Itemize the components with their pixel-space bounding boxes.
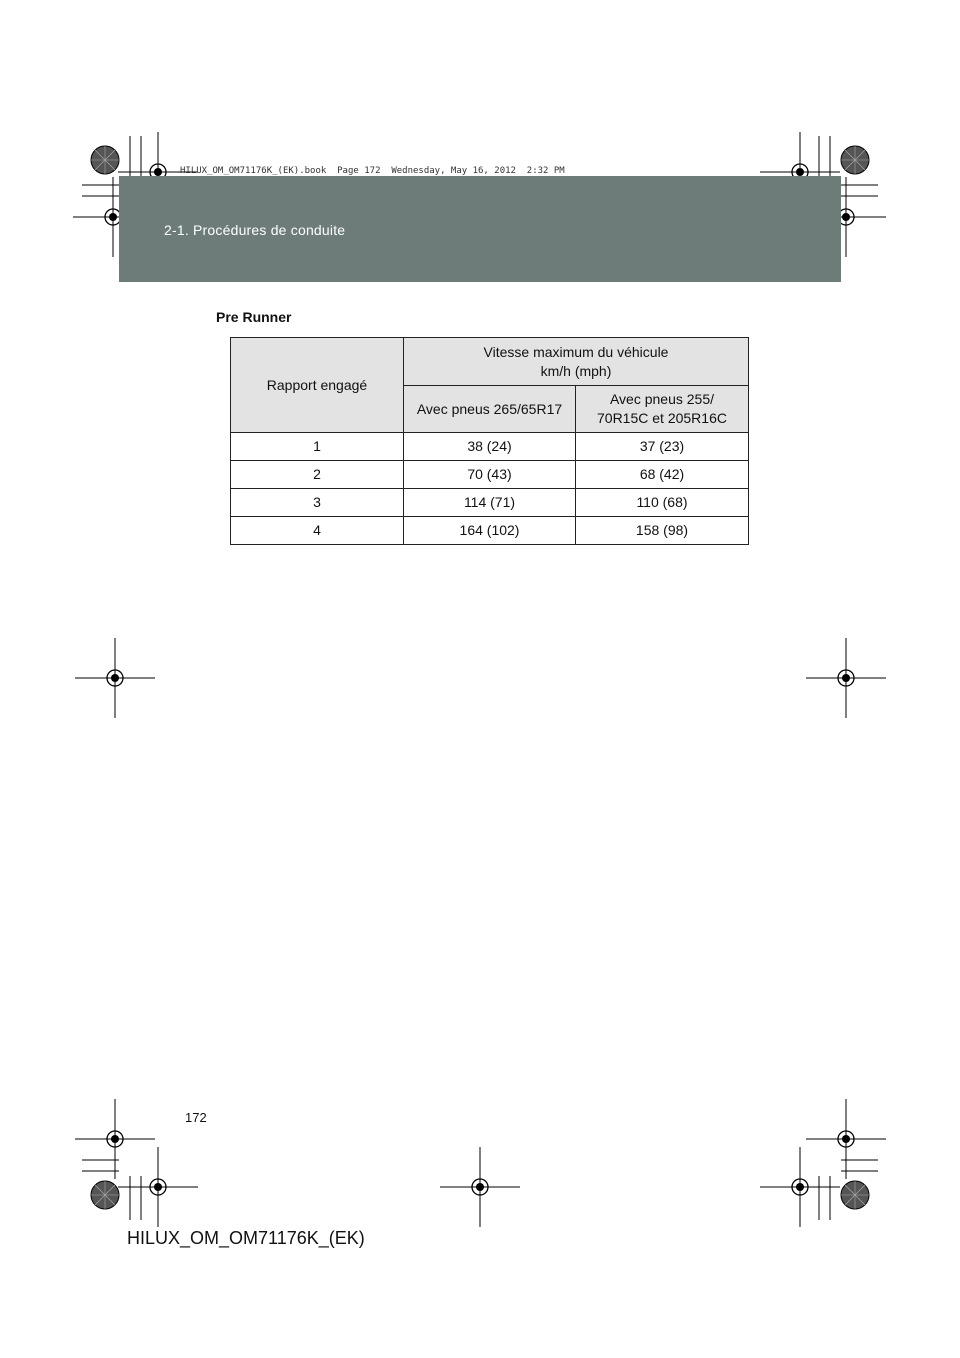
section-title: 2-1. Procédures de conduite [164,222,346,238]
group-header-unit: km/h (mph) [540,362,612,379]
wheel-mark-icon [91,1181,119,1209]
footer-code: HILUX_OM_OM71176K_(EK) [127,1228,365,1248]
speed-cell: 164 (102) [404,517,576,545]
gear-cell: 3 [231,489,404,517]
column-header-tyre-1: Avec pneus 265/65R17 [404,386,576,433]
registration-mark-icon [806,1099,886,1179]
gear-cell: 4 [231,517,404,545]
registration-mark-icon [806,638,886,718]
gear-cell: 1 [231,433,404,461]
wheel-mark-icon [841,146,869,174]
speed-cell: 110 (68) [576,489,749,517]
gear-cell: 2 [231,461,404,489]
column-group-header-speed [404,338,749,386]
speed-cell: 114 (71) [404,489,576,517]
tyre-2-line: Avec pneus 255/ [609,391,715,407]
registration-mark-icon [760,1147,840,1227]
speed-cell: 158 (98) [576,517,749,545]
page-number: 172 [185,1110,207,1125]
table-row [231,517,749,545]
speed-cell: 38 (24) [404,433,576,461]
tyre-2-line: 70R15C et 205R16C [597,410,727,426]
registration-mark-icon [75,638,155,718]
speed-cell: 68 (42) [576,461,749,489]
subsection-title: Pre Runner [216,309,292,325]
speed-cell: 70 (43) [404,461,576,489]
wheel-mark-icon [91,146,119,174]
book-stamp: HILUX_OM_OM71176K_(EK).book Page 172 Wednesday, May 16, 2012 2:32 PM [180,166,565,176]
table-row [231,433,749,461]
table-row [231,489,749,517]
registration-mark-icon [75,1099,155,1179]
wheel-mark-icon [841,1181,869,1209]
speed-table [230,337,749,545]
column-header-tyre-2 [576,386,749,433]
speed-cell: 37 (23) [576,433,749,461]
column-header-gear: Rapport engagé [231,338,404,433]
group-header-line: Vitesse maximum du véhicule [483,343,669,360]
registration-mark-icon [440,1147,520,1227]
table-row [231,461,749,489]
